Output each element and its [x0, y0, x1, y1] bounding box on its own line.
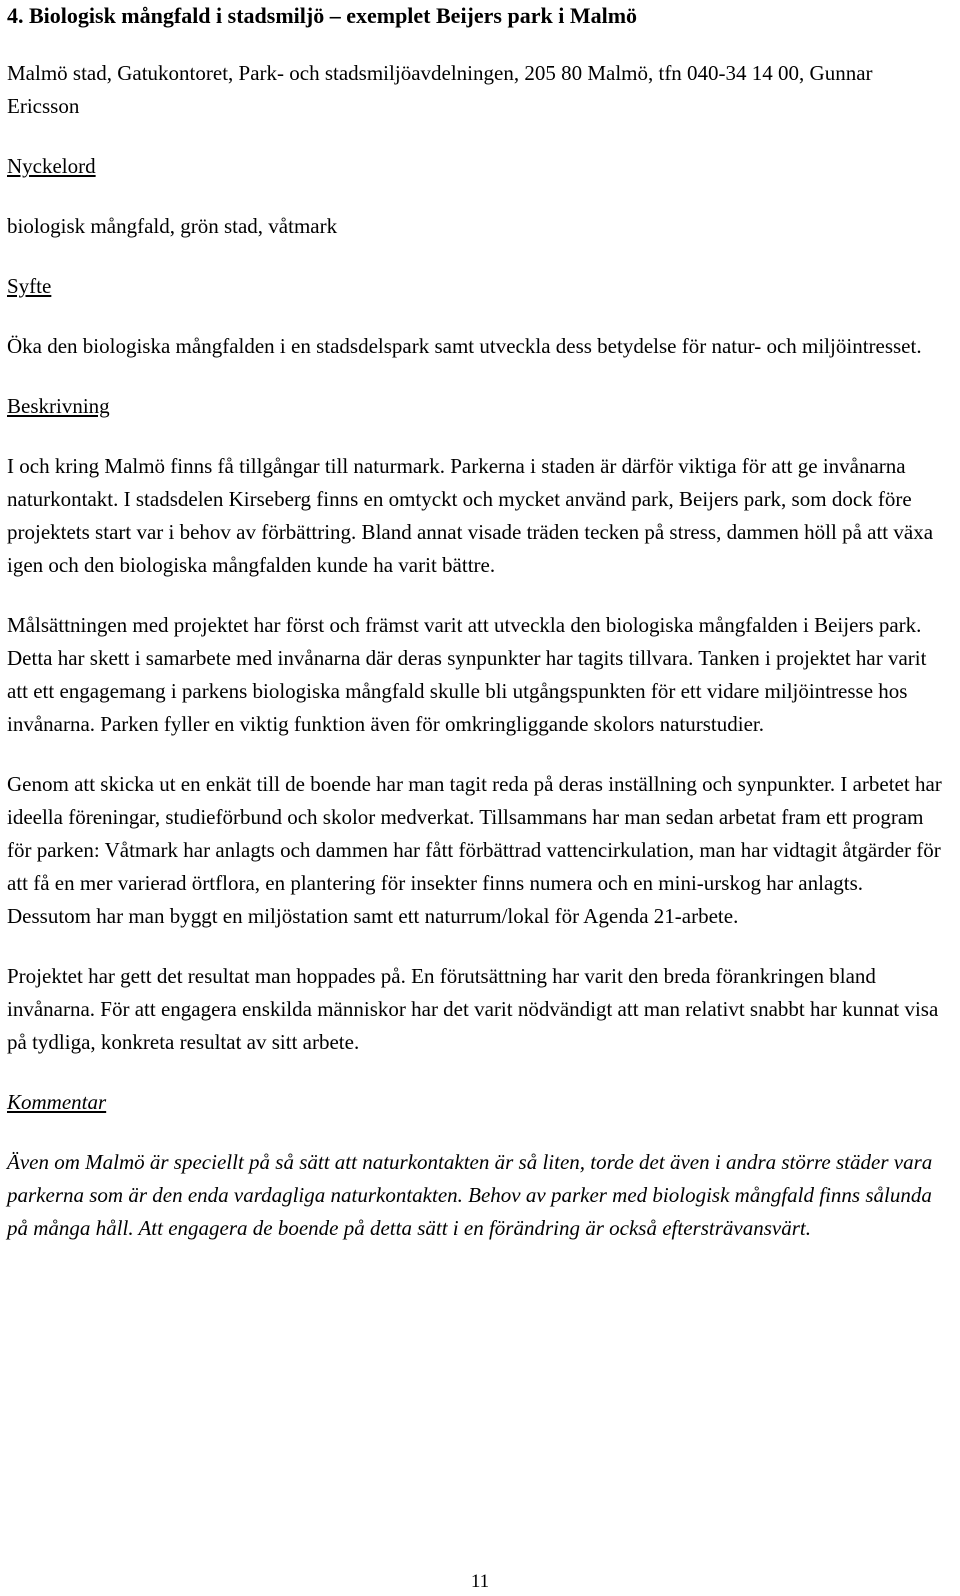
keywords-heading: Nyckelord	[7, 154, 96, 178]
description-paragraph-4: Projektet har gett det resultat man hoppades på. En förutsättning har varit den breda förankringen bland invånarna. För att engagera enskilda människor har det varit nödvändigt att man relativt snabbt har kunnat visa på tydliga, konkreta resultat av sitt arbete.	[7, 964, 939, 1054]
keywords-text: biologisk mångfald, grön stad, våtmark	[7, 214, 338, 238]
comment-text: Även om Malmö är speciellt på så sätt att naturkontakten är så liten, torde det även i andra större städer vara parkerna som är den enda vardagliga naturkontakten. Behov av parker med biologisk mångfald finns sålunda på många håll. Att engagera de boende på detta sätt i en förändring är också eftersträvansvärt.	[7, 1150, 933, 1240]
description-paragraph-2: Målsättningen med projektet har först och främst varit att utveckla den biologiska mångfalden i Beijers park. Detta har skett i samarbete med invånarna där deras synpunkter har tagits tillvara. Tanken i projektet har varit att ett engagemang i parkens biologiska mångfald skulle bli utgångspunkten för ett vidare miljöintresse hos invånarna. Parken fyller en viktig funktion även för omkringliggande skolors naturstudier.	[7, 613, 927, 736]
page-number: 11	[470, 1571, 490, 1592]
section-title: 4. Biologisk mångfald i stadsmiljö – exemplet Beijers park i Malmö	[7, 3, 638, 28]
description-paragraph-1: I och kring Malmö finns få tillgångar till naturmark. Parkerna i staden är därför viktiga för att ge invånarna naturkontakt. I stadsdelen Kirseberg finns en omtyckt och mycket använd park, Beijers park, som dock före projektets start var i behov av förbättring. Bland annat visade träden tecken på stress, dammen höll på att växa igen och den biologiska mångfalden kunde ha varit bättre.	[7, 454, 934, 577]
comment-heading: Kommentar	[7, 1090, 107, 1114]
document-page	[7, 0, 947, 1245]
purpose-text: Öka den biologiska mångfalden i en stadsdelspark samt utveckla dess betydelse för natur- och miljöintresset.	[7, 334, 922, 358]
description-paragraph-3: Genom att skicka ut en enkät till de boende har man tagit reda på deras inställning och synpunkter. I arbetet har ideella föreningar, studieförbund och skolor medverkat. Tillsammans har man sedan arbetat fram ett program för parken: Våtmark har anlagts och dammen har fått förbättrad vattencirkulation, man har vidtagit åtgärder för att få en mer varierad örtflora, en plantering för insekter finns numera och en mini-urskog har anlagts. Dessutom har man byggt en miljöstation samt ett naturrum/lokal för Agenda 21-arbete.	[7, 772, 942, 928]
description-heading: Beskrivning	[7, 394, 110, 418]
purpose-heading: Syfte	[7, 274, 52, 298]
author-line: Malmö stad, Gatukontoret, Park- och stadsmiljöavdelningen, 205 80 Malmö, tfn 040-34 14 00, Gunnar Ericsson	[7, 61, 873, 118]
